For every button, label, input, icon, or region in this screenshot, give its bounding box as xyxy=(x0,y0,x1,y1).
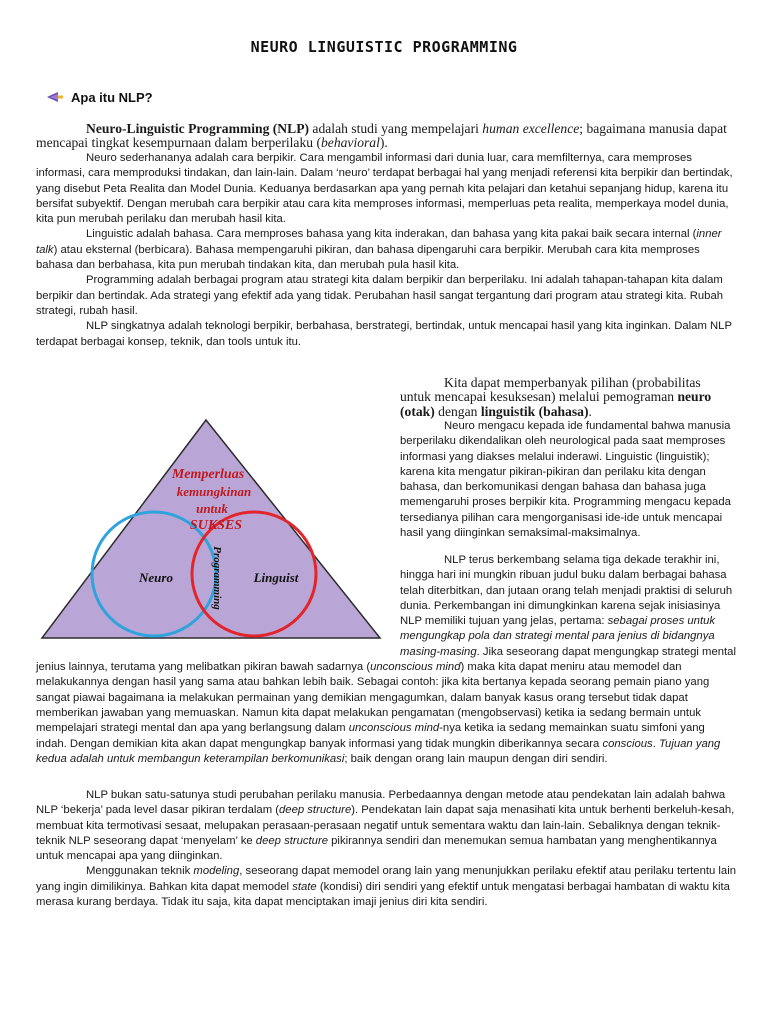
page-title: NEURO LINGUISTIC PROGRAMMING xyxy=(250,38,518,56)
development-italic: sebagai proses untuk mengungkap pola dan strategi mental para jenius di bidangnya masing-masing xyxy=(400,615,716,658)
change-text: pikirannya sendiri dan menemukan semua hambatan yang menghentikannya untuk mencapai apa yang diinginkan. xyxy=(36,834,717,863)
closing-paragraphs xyxy=(36,788,736,910)
nlp-text: NLP singkatnya adalah teknologi berpikir, berbahasa, berstrategi, bertindak, untuk mencapai hasil yang kita inginkan. Dalam NLP terdapat berbagai konsep, teknik, dan tools untuk itu. xyxy=(36,320,732,348)
linguistic-text: Linguistic adalah bahasa. Cara memproses bahasa yang kita inderakan, dan bahasa yang kita pakai baik secara internal ( xyxy=(86,228,697,241)
change-italic: deep structure xyxy=(279,804,352,817)
behavior-change-paragraph xyxy=(36,788,736,864)
section-heading-text: Apa itu NLP? xyxy=(71,89,153,105)
development-text: . Jika seseorang dapat mengungkap strategi mental jenius lainnya, terutama yang melibatkan pikiran bawah sadarnya ( xyxy=(36,645,736,674)
development-italic: Tujuan yang kedua adalah untuk membangun keterampilan berkomunikasi xyxy=(36,737,721,765)
model-text: Menggunakan teknik xyxy=(86,865,194,878)
right-intro-bold: neuro (otak) xyxy=(400,389,712,419)
programming-paragraph xyxy=(36,273,736,319)
linguistic-text: ) atau eksternal (berbicara). Bahasa mempengaruhi pikiran, dan bahasa dipengaruhi cara berpikir. Merubah cara kita memproses bahasa dan berbahasa, kita pun merubah tindakan kita, dan merubah pula hasil kita. xyxy=(36,243,700,272)
change-italic: deep structure xyxy=(255,834,329,847)
programming-label: Programming xyxy=(211,546,223,610)
diagram-float-spacer xyxy=(36,553,400,645)
linguistic-italic: inner talk xyxy=(36,228,722,256)
modeling-paragraph xyxy=(36,864,736,910)
programming-text: Programming adalah berbagai program atau strategi kita dalam berpikir dan berperilaku. Ini adalah tahapan-tahapan kita dalam berpikir dan bertindak. Ada strategi yang efektif ada yang tidak. Perubahan hasil sangat tergantung dari program atau strategi kita. Rubah strategi, rubah hasil. xyxy=(36,274,724,317)
linguistic-paragraph xyxy=(36,227,736,273)
right-intro-paragraph xyxy=(400,376,734,419)
diagram-top-text-3: untuk xyxy=(196,501,228,516)
development-text: ; baik dengan orang lain maupun dengan diri sendiri. xyxy=(344,752,608,765)
intro-italic: behavioral xyxy=(320,135,380,151)
right-intro-text: dengan xyxy=(434,403,481,419)
development-italic: conscious xyxy=(602,737,653,750)
model-text: , seseorang dapat memodel orang lain yang menunjukkan perilaku efektif atau perilaku tertentu lain yang ingin dimilikinya. Bahkan kita dapat memodel xyxy=(36,865,737,893)
definition-paragraphs xyxy=(36,151,736,350)
model-italic: state xyxy=(292,880,317,893)
development-italic: unconscious mind xyxy=(348,722,440,735)
development-text: . xyxy=(652,737,659,750)
intro-text: ; bagaimana manusia dapat mencapai tingkat kesempurnaan dalam berperilaku ( xyxy=(36,121,727,151)
right-intro-text: . xyxy=(588,403,592,419)
neuro-label: Neuro xyxy=(139,570,173,585)
section-heading xyxy=(47,89,153,105)
linguist-label: Linguist xyxy=(253,570,299,585)
arrow-bullet-icon xyxy=(47,89,63,105)
intro-paragraph xyxy=(36,122,736,151)
intro-text: adalah studi yang mempelajari xyxy=(309,121,483,136)
nlp-paragraph xyxy=(36,319,736,350)
change-text: NLP bukan satu-satunya studi perubahan perilaku manusia. Perbedaannya dengan metode atau pendekatan lain adalah bahwa NLP ‘bekerja’ pada level dasar pikiran terdalam ( xyxy=(36,789,726,817)
development-text: ) maka kita dapat meniru atau memodel dan melakukannya dengan hasil yang sama atau bahkan lebih baik. Sebagai contoh: jika kita bertanya kepada seorang pemain piano yang sangat piawai bagaimana ia melakukan permainan yang demikian mengagumkan, dalam banyak kasus orang tersebut tidak dapat memberikan jawaban yang memuaskan. Namun kita dapat melakukan pengamatan (mengobservasi) ketika ia sedang bermain untuk mempelajari strategi mental dan apa yang berlangsung dalam xyxy=(36,661,710,735)
neuro-text: Neuro sederhananya adalah cara berpikir. Cara mengambil informasi dari dunia luar, cara memfilternya, cara memproses informasi, cara memproduksi tindakan, dan lain-lain. Dalam ‘neuro’ terdapat berbagai hal yang menjadi referensi kita berpikir dan bertindak, yang disebut Peta Realita dan Model Dunia. Keduanya berdasarkan apa yang pernah kita pelajari dan ketahui sepanjang hidup, karena itu bersifat subyektif. Dengan merubah cara berpikir atau cara kita memproses informasi, memperluas peta realita, memperkaya model dunia, kita pun merubah perilaku dan merubah hasil kita. xyxy=(36,152,733,226)
neuro-paragraph xyxy=(36,151,736,227)
nlp-development-paragraph xyxy=(36,553,736,767)
right-intro-bold: linguistik (bahasa) xyxy=(480,403,589,419)
change-text: ). Pendekatan lain dapat saja menasihati kita untuk berhenti berkeluh-kesah, membuat kita termotivasi sesaat, melupakan perasaan-perasaan negatif untuk sementara waktu dan lain-lain. Sebaliknya dengan teknik-teknik NLP seseorang dapat ‘menyelam’ ke xyxy=(36,804,735,847)
diagram-top-text-4: SUKSES xyxy=(189,518,243,533)
intro-italic: human excellence xyxy=(482,121,580,136)
diagram-top-text-2: kemungkinan xyxy=(176,484,252,499)
development-text: NLP terus berkembang selama tiga dekade terakhir ini, hingga hari ini mungkin ribuan judul buku dalam berbagai bahasa telah diterbitkan, dan jutaan orang telah menjadi praktisi di seluruh dunia. Perkembangan ini dimungkinkan karena sejak inisiasinya NLP memiliki tujuan yang jelas, pertama: xyxy=(400,554,733,628)
development-text: -nya ketika ia sedang memainkan suatu simfoni yang indah. Dengan demikian kita akan dapat mengungkap banyak informasi yang tidak mungkin diberikannya secara xyxy=(36,722,705,750)
intro-text: ). xyxy=(379,135,388,151)
right-neuro-text: Neuro mengacu kepada ide fundamental bahwa manusia berperilaku dikendalikan oleh neurological pada saat memproses informasi yang diakses melalui inderawi. Linguistic (linguistik); karena kita mengatur pikiran-pikiran dan perilaku kita dengan bahasa, dan berkomunikasi dengan bahasa dan bahasa juga memengaruhi proses berpikir kita. Programming mengacu kepada tersedianya pilihan cara mengorganisasi ide-ide untuk mencapai hasil yang diinginkan semaksimal-maksimalnya. xyxy=(400,420,731,540)
development-italic: unconscious mind xyxy=(370,661,461,674)
diagram-top-text-1: Memperluas xyxy=(171,467,245,482)
model-italic: modeling xyxy=(193,865,240,878)
model-text: (kondisi) diri sendiri yang efektif untuk mengatasi berbagai hambatan di waktu kita merasa kurang berdaya. Tidak itu saja, kita dapat menciptakan imaji jenius diri kita sendiri. xyxy=(36,880,730,909)
intro-term: Neuro-Linguistic Programming (NLP) xyxy=(86,121,310,136)
right-neuro-paragraph xyxy=(400,419,734,541)
right-intro-text: Kita dapat memperbanyak pilihan (probabilitas untuk mencapai kesuksesan) melalui pemograman xyxy=(400,375,701,405)
